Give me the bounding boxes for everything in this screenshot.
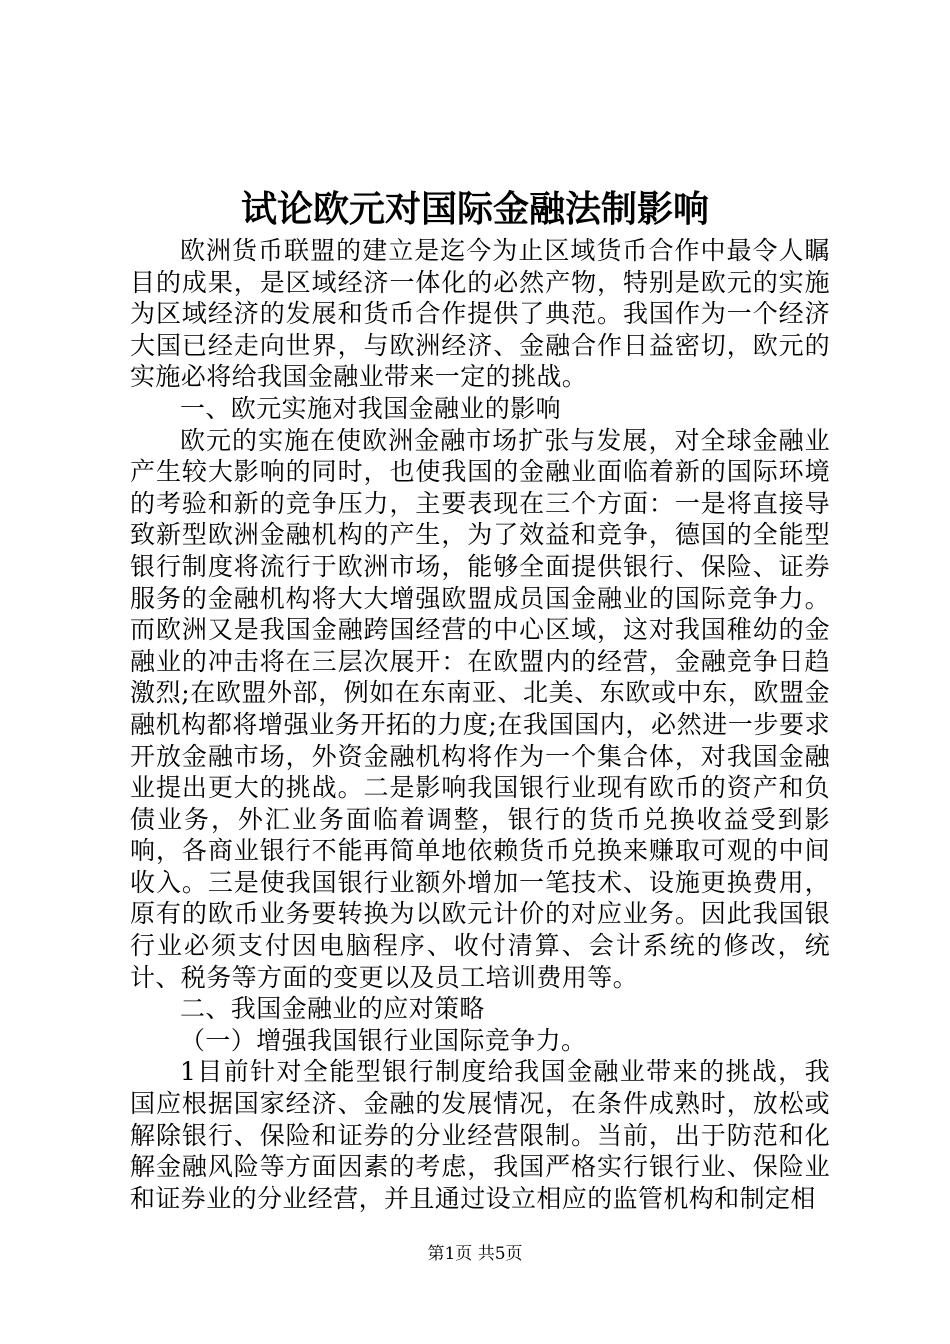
document-body xyxy=(130,235,830,1214)
section-heading-1: 一、欧元实施对我国金融业的影响 xyxy=(180,393,562,423)
document-title: 试论欧元对国际金融法制影响 xyxy=(240,188,709,230)
paragraph-impact: 欧元的实施在使欧洲金融市场扩张与发展，对全球金融业产生较大影响的同时，也使我国的金融业面临着新的国际环境的考验和新的竞争压力，主要表现在三个方面：一是将直接导致新型欧洲金融机构的产生，为了效益和竞争，德国的全能型银行制度将流行于欧洲市场，能够全面提供银行、保险、证券服务的金融机构将大大增强欧盟成员国金融业的国际竞争力。而欧洲又是我国金融跨国经营的中心区域，这对我国稚幼的金融业的冲击将在三层次展开：在欧盟内的经营，金融竞争日趋激烈;在欧盟外部，例如在东南亚、北美、东欧或中东，欧盟金融机构都将增强业务开拓的力度;在我国国内，必然进一步要求开放金融市场，外资金融机构将作为一个集合体，对我国金融业提出更大的挑战。二是影响我国银行业现有欧币的资产和负债业务，外汇业务面临着调整，银行的货币兑换收益受到影响，各商业银行不能再简单地依赖货币兑换来赚取可观的中间收入。三是使我国银行业额外增加一笔技术、设施更换费用，原有的欧币业务要转换为以欧元计价的对应业务。因此我国银行业必须支付因电脑程序、收付清算、会计系统的修改，统计、税务等方面的变更以及员工培训费用等。 xyxy=(130,425,830,992)
section-heading-2: 二、我国金融业的应对策略 xyxy=(180,994,485,1024)
paragraph-strategy: 1目前针对全能型银行制度给我国金融业带来的挑战，我国应根据国家经济、金融的发展情况，在条件成熟时，放松或解除银行、保险和证券的分业经营限制。当前，出于防范和化解金融风险等方面因素的考虑，我国严格实行银行业、保险业和证券业的分业经营，并且通过设立相应的监管机构和制定相 xyxy=(130,1057,830,1213)
page-footer: 第1页 共5页 xyxy=(427,1244,523,1264)
subsection-heading-1: （一）增强我国银行业国际竞争力。 xyxy=(180,1025,587,1055)
paragraph-intro: 欧洲货币联盟的建立是迄今为止区域货币合作中最令人瞩目的成果，是区域经济一体化的必然产物，特别是欧元的实施为区域经济的发展和货币合作提供了典范。我国作为一个经济大国已经走向世界，与欧洲经济、金融合作日益密切，欧元的实施必将给我国金融业带来一定的挑战。 xyxy=(130,236,830,392)
